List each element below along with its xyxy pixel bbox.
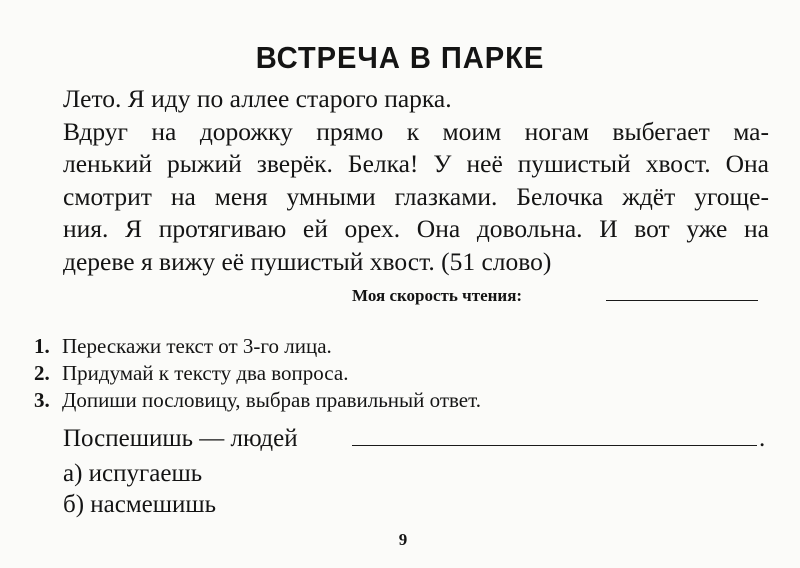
reading-speed-blank[interactable] [606, 300, 758, 301]
story-text [63, 83, 769, 278]
answer-options [63, 458, 216, 520]
story-line: дереве я вижу её пушистый хвост. (51 слово) [63, 246, 552, 276]
story-line: ния. Я протягиваю ей орех. Она довольна. И вот уже на [63, 214, 769, 243]
task-item [34, 333, 481, 360]
task-text: Перескажи текст от 3-го лица. [62, 334, 332, 358]
proverb-end: . [759, 425, 766, 452]
option-a[interactable]: а) испугаешь [63, 460, 203, 487]
task-text: Допиши пословицу, выбрав правильный ответ. [62, 388, 481, 412]
task-list [34, 333, 481, 414]
story-line: ленький рыжий зверёк. Белка! У неё пушистый хвост. Она [63, 149, 769, 178]
story-line: Вдруг на дорожку прямо к моим ногам выбегает ма- [63, 116, 769, 146]
option-b[interactable]: б) насмешишь [63, 491, 217, 518]
story-line: смотрит на меня умными глазками. Белочка ждёт угоще- [63, 181, 769, 211]
task-item [34, 387, 481, 414]
task-item [34, 360, 481, 387]
reading-speed-label: Моя скорость чтения: [352, 286, 523, 305]
task-number: 1. [34, 334, 50, 358]
proverb-start: Поспешишь — людей [63, 425, 298, 452]
task-number: 3. [34, 388, 50, 412]
task-text: Придумай к тексту два вопроса. [62, 361, 349, 385]
story-line: Лето. Я иду по аллее старого парка. [63, 84, 452, 113]
task-number: 2. [34, 361, 50, 385]
page-number: 9 [398, 530, 408, 549]
proverb-answer-blank[interactable] [352, 445, 757, 446]
story-title: ВСТРЕЧА В ПАРКЕ [255, 40, 545, 75]
